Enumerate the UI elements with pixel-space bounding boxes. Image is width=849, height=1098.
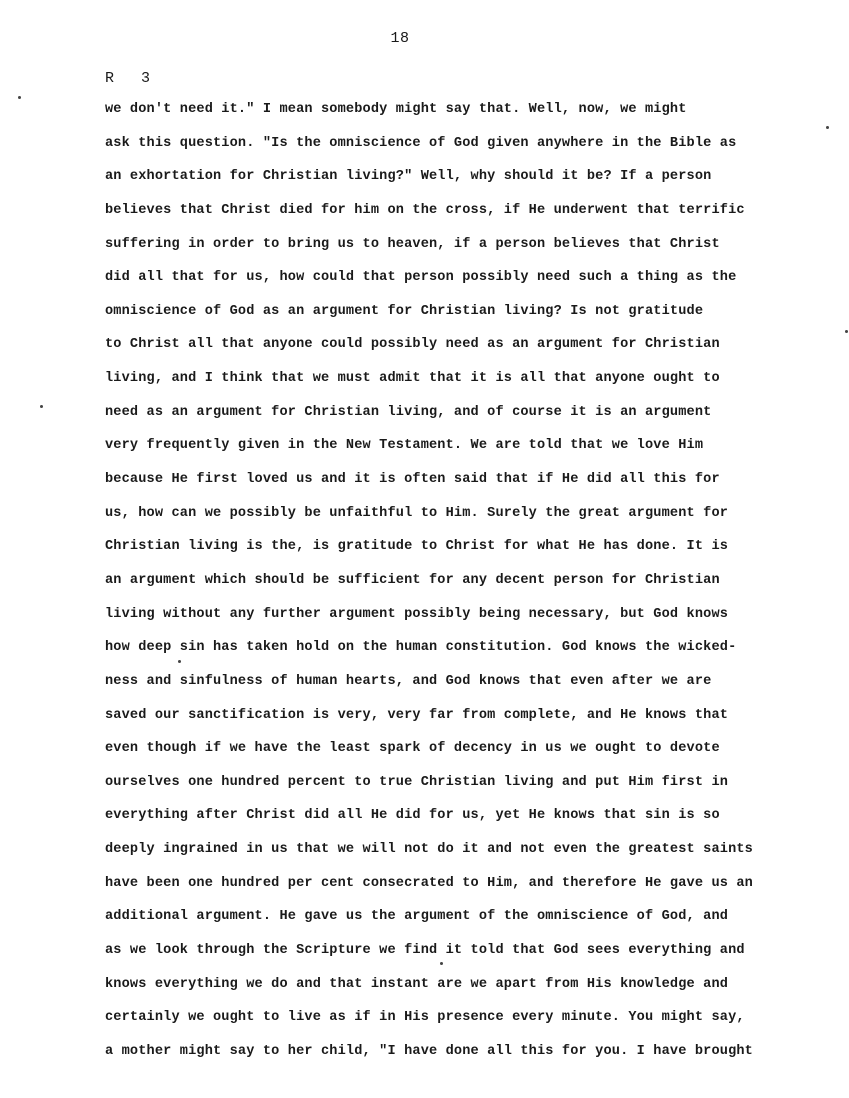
scan-speck <box>845 330 848 333</box>
scan-speck <box>826 126 829 129</box>
text-line: deeply ingrained in us that we will not do it and not even the greatest saints <box>105 842 753 858</box>
text-line: ask this question. "Is the omniscience of God given anywhere in the Bible as <box>105 135 737 151</box>
text-line: ness and sinfulness of human hearts, and God knows that even after we are <box>105 673 712 689</box>
text-line: as we look through the Scripture we find it told that God sees everything and <box>105 943 745 959</box>
scan-speck <box>440 962 443 965</box>
text-line: an exhortation for Christian living?" Well, why should it be? If a person <box>105 169 712 185</box>
text-line: an argument which should be sufficient for any decent person for Christian <box>105 572 720 588</box>
text-line: need as an argument for Christian living, and of course it is an argument <box>105 404 712 420</box>
text-line: everything after Christ did all He did for us, yet He knows that sin is so <box>105 808 720 824</box>
text-line: saved our sanctification is very, very far from complete, and He knows that <box>105 707 729 723</box>
text-line: to Christ all that anyone could possibly need as an argument for Christian <box>105 337 720 353</box>
scan-speck <box>40 405 43 408</box>
body-text <box>105 93 825 1069</box>
scan-speck <box>178 660 181 663</box>
text-line: knows everything we do and that instant are we apart from His knowledge and <box>105 976 729 992</box>
text-line: how deep sin has taken hold on the human constitution. God knows the wicked- <box>105 640 737 656</box>
text-line: because He first loved us and it is often said that if He did all this for <box>105 472 720 488</box>
text-line: additional argument. He gave us the argument of the omniscience of God, and <box>105 909 729 925</box>
text-line: certainly we ought to live as if in His presence every minute. You might say, <box>105 1010 745 1026</box>
text-line: living without any further argument possibly being necessary, but God knows <box>105 606 729 622</box>
page-number: 18 <box>390 30 410 47</box>
text-line: believes that Christ died for him on the cross, if He underwent that terrific <box>105 202 745 218</box>
text-line: Christian living is the, is gratitude to Christ for what He has done. It is <box>105 539 729 555</box>
text-line: even though if we have the least spark of decency in us we ought to devote <box>105 741 720 757</box>
text-line: omniscience of God as an argument for Christian living? Is not gratitude <box>105 303 704 319</box>
text-line: did all that for us, how could that person possibly need such a thing as the <box>105 270 737 286</box>
text-line: ourselves one hundred percent to true Christian living and put Him first in <box>105 774 729 790</box>
text-line: living, and I think that we must admit that it is all that anyone ought to <box>105 371 720 387</box>
text-line: very frequently given in the New Testament. We are told that we love Him <box>105 438 704 454</box>
text-line: us, how can we possibly be unfaithful to Him. Surely the great argument for <box>105 505 729 521</box>
text-line: we don't need it." I mean somebody might say that. Well, now, we might <box>105 102 687 117</box>
scan-speck <box>18 96 21 99</box>
text-line: a mother might say to her child, "I have done all this for you. I have brought <box>105 1043 753 1059</box>
reference-label: R 3 <box>105 70 151 87</box>
text-line: suffering in order to bring us to heaven, if a person believes that Christ <box>105 236 720 252</box>
text-line: have been one hundred per cent consecrated to Him, and therefore He gave us an <box>105 875 753 891</box>
